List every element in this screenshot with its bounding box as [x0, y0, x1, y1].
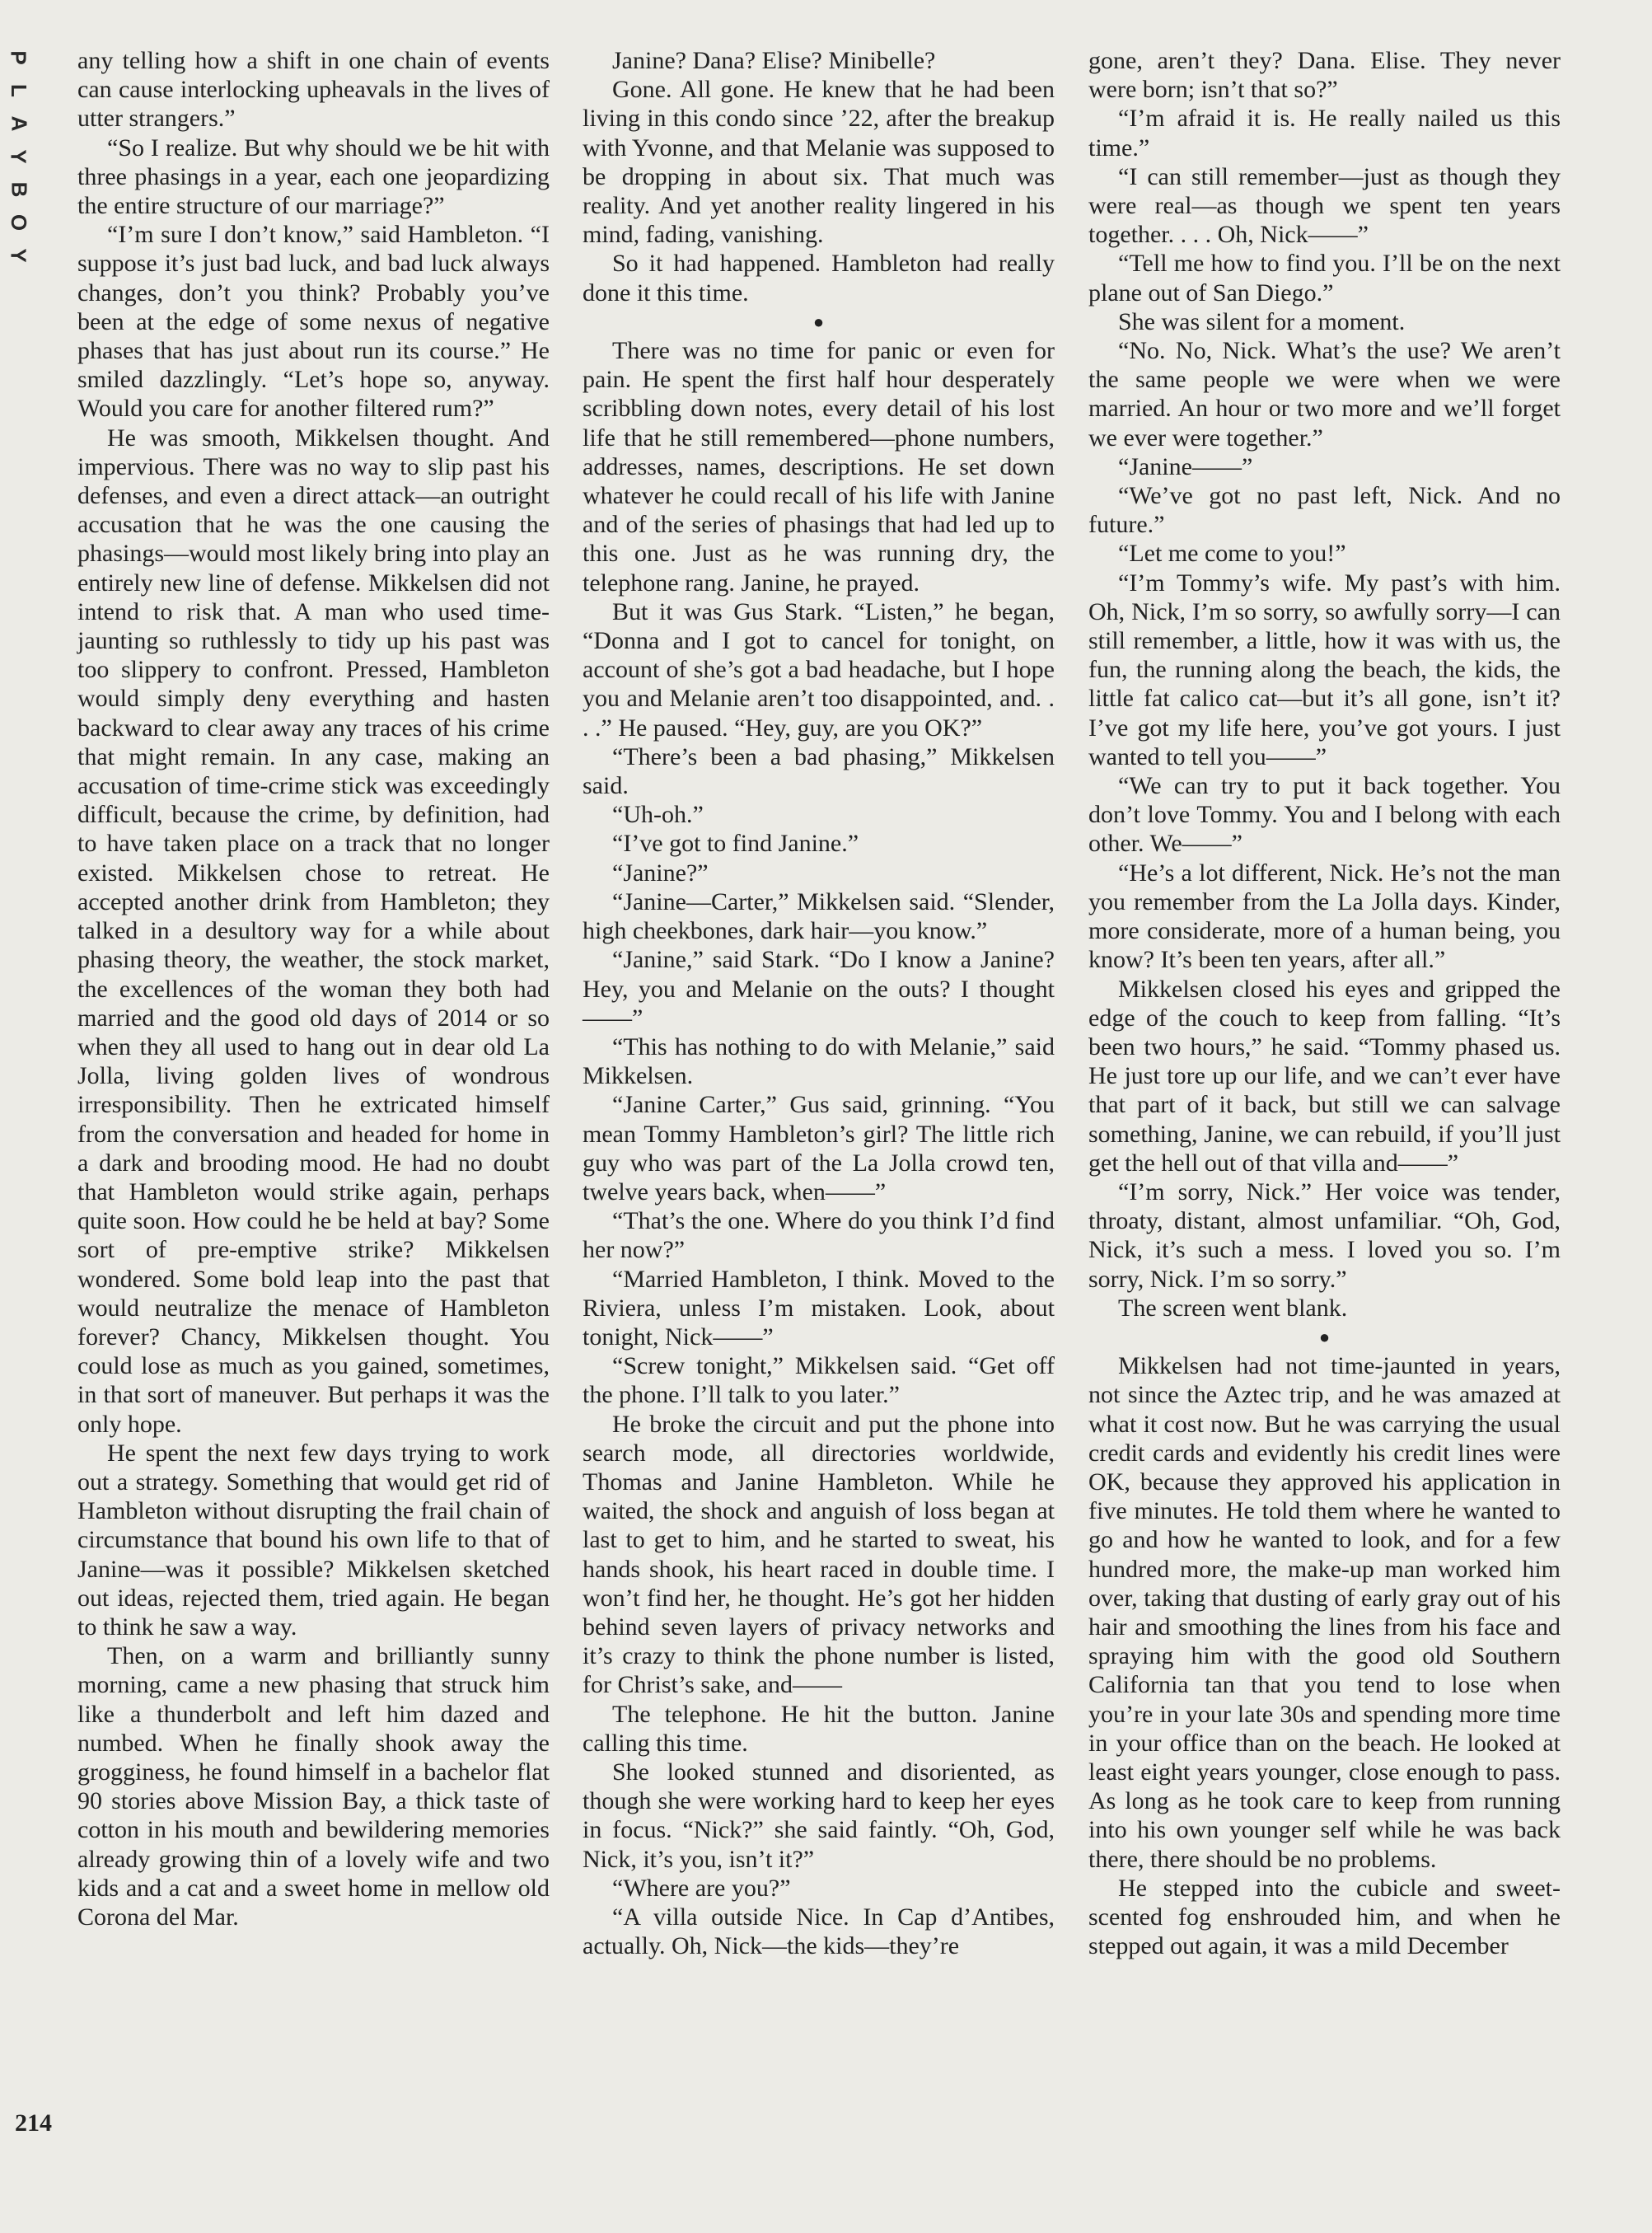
- paragraph: “That’s the one. Where do you think I’d find her now?”: [583, 1207, 1055, 1264]
- sidebar-letter: Y: [7, 248, 31, 263]
- text-column-1: [77, 46, 550, 1931]
- paragraph: So it had happened. Hambleton had really done it this time.: [583, 250, 1055, 307]
- paragraph: There was no time for panic or even for pain. He spent the first half hour desperately scribbling down notes, every detail of his lost life that he still remembered—phone numbers, addresses, names, descriptions. He set down whatever he could recall of his life with Janine and of the series of phasings that had led up to this one. Just as he was running dry, the telephone rang. Janine, he prayed.: [583, 337, 1055, 597]
- sidebar-letter: A: [7, 115, 31, 132]
- paragraph: “Married Hambleton, I think. Moved to the Riviera, unless I’m mistaken. Look, about tonight, Nick——”: [583, 1265, 1055, 1351]
- paragraph: He stepped into the cubicle and sweet-scented fog enshrouded him, and when he stepped out again, it was a mild December: [1088, 1874, 1561, 1960]
- paragraph: “Janine Carter,” Gus said, grinning. “You mean Tommy Hambleton’s girl? The little rich guy who was part of the La Jolla crowd ten, twelve years back, when——”: [583, 1091, 1055, 1205]
- paragraph: “Janine?”: [612, 859, 709, 887]
- paragraph: But it was Gus Stark. “Listen,” he began, “Donna and I got to cancel for tonight, on account of she’s got a bad headache, but I hope you and Melanie aren’t too disappointed, and. . . .” He paused. “Hey, guy, are you OK?”: [583, 597, 1055, 742]
- text-column-3: [1088, 46, 1561, 1960]
- magazine-sidebar: [7, 41, 31, 272]
- section-break-bullet: ●: [1318, 1326, 1331, 1347]
- paragraph: Mikkelsen had not time-jaunted in years, not since the Aztec trip, and he was amazed at what it cost now. But he was carrying the usual credit cards and evidently his credit lines were OK, because they approved his application in five minutes. He told them where he wanted to go and how he wanted to look, and for a few hundred more, the make-up man worked him over, taking that dusting of early gray out of his hair and smoothing the lines from his face and spraying him with the good old Southern California tan that you tend to lose when you’re in your late 30s and spending more time in your office than on the beach. He looked at least eight years younger, close enough to pass. As long as he took care to keep from running into his own younger self while he was back there, there should be no problems.: [1088, 1352, 1561, 1873]
- paragraph: “I’ve got to find Janine.”: [612, 830, 859, 858]
- paragraph: He broke the circuit and put the phone into search mode, all directories worldwide, Thomas and Janine Hambleton. While he waited, the shock and anguish of loss began at last to get to him, and he started to sweat, his hands shook, his heart raced in double time. I won’t find her, he thought. He’s got her hidden behind seven layers of privacy networks and it’s crazy to think the phone number is listed, for Christ’s sake, and——: [583, 1410, 1055, 1699]
- paragraph: “Janine,” said Stark. “Do I know a Janine? Hey, you and Melanie on the outs? I thought——”: [583, 946, 1055, 1032]
- paragraph: “We can try to put it back together. You don’t love Tommy. You and I belong with each other. We——”: [1088, 772, 1561, 858]
- paragraph: “I can still remember—just as though they were real—as though we spent ten years together. . . . Oh, Nick——”: [1088, 162, 1561, 249]
- paragraph: He was smooth, Mikkelsen thought. And impervious. There was no way to slip past his defenses, and even a direct attack—an outright accusation that he was the one causing the phasings—would most likely bring into play an entirely new line of defense. Mikkelsen did not intend to risk that. A man who used time-jaunting so ruthlessly to tidy up his past was too slippery to confront. Pressed, Hambleton would simply deny everything and hasten backward to clear away any traces of his crime that might remain. In any case, making an accusation of time-crime stick was exceedingly difficult, because the crime, by definition, had to have taken place on a track that no longer existed. Mikkelsen chose to retreat. He accepted another drink from Hambleton; they talked in a desultory way for a while about phasing theory, the weather, the stock market, the excellences of the woman they both had married and the good old days of 2014 or so when they all used to hang out in dear old La Jolla, living golden lives of wondrous irresponsibility. Then he extricated himself from the conversation and headed for home in a dark and brooding mood. He had no doubt that Hambleton would strike again, perhaps quite soon. How could he be held at bay? Some sort of pre-emptive strike? Mikkelsen wondered. Some bold leap into the past that would neutralize the menace of Hambleton forever? Chancy, Mikkelsen thought. You could lose as much as you gained, sometimes, in that sort of maneuver. But perhaps it was the only hope.: [77, 424, 550, 1438]
- paragraph: “I’m sure I don’t know,” said Hambleton. “I suppose it’s just bad luck, and bad luck always changes, don’t you think? Probably you’ve been at the edge of some nexus of negative phases that has just about run its course.” He smiled dazzlingly. “Let’s hope so, anyway. Would you care for another filtered rum?”: [77, 221, 550, 423]
- paragraph: any telling how a shift in one chain of events can cause interlocking upheavals in the lives of utter strangers.”: [77, 47, 550, 133]
- paragraph: “Uh-oh.”: [612, 801, 704, 829]
- paragraph: The screen went blank.: [1118, 1294, 1348, 1322]
- paragraph: “Janine——”: [1118, 452, 1253, 480]
- page-number: 214: [15, 2109, 52, 2137]
- paragraph: gone, aren’t they? Dana. Elise. They never were born; isn’t that so?”: [1088, 47, 1561, 104]
- sidebar-letter: Y: [7, 149, 31, 164]
- paragraph: “We’ve got no past left, Nick. And no future.”: [1088, 482, 1561, 539]
- sidebar-letter: L: [6, 84, 31, 97]
- paragraph: “I’m afraid it is. He really nailed us this time.”: [1088, 105, 1561, 162]
- paragraph: “There’s been a bad phasing,” Mikkelsen said.: [583, 742, 1055, 800]
- paragraph: “Where are you?”: [612, 1874, 791, 1902]
- paragraph: “I’m sorry, Nick.” Her voice was tender, throaty, distant, almost unfamiliar. “Oh, God, Nick, it’s such a mess. I loved you so. I’m sorry, Nick. I’m so sorry.”: [1088, 1177, 1561, 1293]
- paragraph: “Screw tonight,” Mikkelsen said. “Get off the phone. I’ll talk to you later.”: [583, 1352, 1055, 1409]
- paragraph: Gone. All gone. He knew that he had been living in this condo since ’22, after the breakup with Yvonne, and that Melanie was supposed to be dropping in about six. That much was reality. And yet another reality lingered in his mind, fading, vanishing.: [583, 76, 1055, 249]
- sidebar-letter: P: [7, 50, 31, 65]
- paragraph: She looked stunned and disoriented, as though she were working hard to keep her eyes in focus. “Nick?” she said faintly. “Oh, God, Nick, it’s you, isn’t it?”: [583, 1758, 1055, 1873]
- sidebar-letter: O: [6, 213, 31, 232]
- paragraph: “I’m Tommy’s wife. My past’s with him. Oh, Nick, I’m so sorry, so awfully sorry—I can still remember, a little, how it was with us, the fun, the running along the beach, the kids, the little fat calico cat—but it’s all gone, isn’t it? I’ve got my life here, you’ve got yours. I just wanted to tell you——”: [1088, 569, 1561, 770]
- paragraph: “Janine—Carter,” Mikkelsen said. “Slender, high cheekbones, dark hair—you know.”: [583, 887, 1055, 945]
- paragraph: Then, on a warm and brilliantly sunny morning, came a new phasing that struck him like a thunderbolt and left him dazed and numbed. When he finally shook away the grogginess, he found himself in a bachelor flat 90 stories above Mission Bay, a thick taste of cotton in his mouth and bewildering memories already growing thin of a lovely wife and two kids and a cat and a sweet home in mellow old Corona del Mar.: [77, 1642, 550, 1931]
- text-column-2: [583, 46, 1055, 1960]
- paragraph: “No. No, Nick. What’s the use? We aren’t the same people we were when we were married. An hour or two more and we’ll forget we ever were together.”: [1088, 337, 1561, 452]
- paragraph: “Tell me how to find you. I’ll be on the next plane out of San Diego.”: [1088, 250, 1561, 307]
- paragraph: Mikkelsen closed his eyes and gripped the edge of the couch to keep from falling. “It’s been two hours,” he said. “Tommy phased us. He just tore up our life, and we can’t ever have that part of it back, but still we can salvage something, Janine, we can rebuild, if you’ll just get the hell out of that villa and——”: [1088, 975, 1561, 1177]
- paragraph: “So I realize. But why should we be hit with three phasings in a year, each one jeopardizing the entire structure of our marriage?”: [77, 133, 550, 220]
- paragraph: “This has nothing to do with Melanie,” said Mikkelsen.: [583, 1032, 1055, 1090]
- section-break-bullet: ●: [812, 311, 825, 332]
- paragraph: “Let me come to you!”: [1118, 540, 1346, 568]
- paragraph: “A villa outside Nice. In Cap d’Antibes, actually. Oh, Nick—the kids—they’re: [583, 1903, 1055, 1960]
- paragraph: Janine? Dana? Elise? Minibelle?: [612, 47, 936, 74]
- paragraph: The telephone. He hit the button. Janine calling this time.: [583, 1700, 1055, 1757]
- paragraph: “He’s a lot different, Nick. He’s not the man you remember from the La Jolla days. Kinder, more considerate, more of a human being, you know? It’s been ten years, after all.”: [1088, 859, 1561, 974]
- sidebar-letter: B: [7, 181, 31, 198]
- paragraph: He spent the next few days trying to work out a strategy. Something that would get rid of Hambleton without disrupting the frail chain of circumstance that bound his own life to that of Janine—was it possible? Mikkelsen sketched out ideas, rejected them, tried again. He began to think he saw a way.: [77, 1439, 550, 1641]
- paragraph: She was silent for a moment.: [1118, 307, 1406, 335]
